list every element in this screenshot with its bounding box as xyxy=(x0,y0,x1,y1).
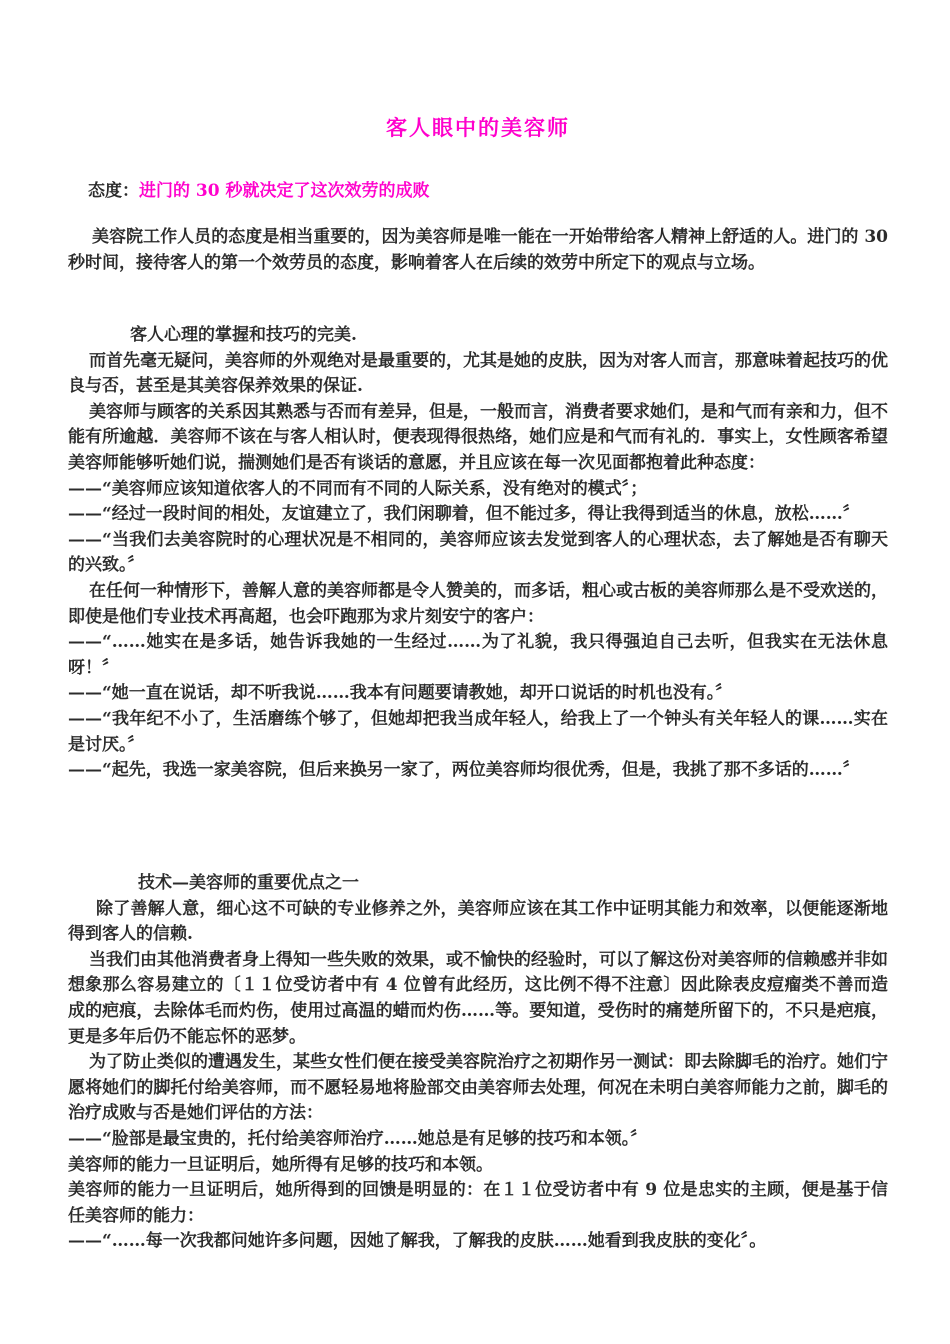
paragraph: 美容师与顾客的关系因其熟悉与否而有差异，但是，一般而言，消费者要求她们，是和气而有亲和力，但不能有所逾越．美容师不该在与客人相认时，便表现得很热络，她们应是和气而有礼的．事实上，女性顾客希望美容师能够听她们说，揣测她们是否有谈话的意愿，并且应该在每一次见面都抱着此种态度： xyxy=(68,401,888,473)
quote-line: ——“……她实在是多话，她告诉我她的一生经过……为了礼貌，我只得强迫自己去听，但我实在无法休息呀！〞 xyxy=(68,632,888,678)
intro-block xyxy=(68,225,888,276)
quote-line: ——“……每一次我都问她许多问题，因她了解我，了解我的皮肤……她看到我皮肤的变化〞。 xyxy=(68,1231,767,1252)
paragraph: 除了善解人意，细心这不可缺的专业修养之外，美容师应该在其工作中证明其能力和效率，以便能逐渐地得到客人的信赖. xyxy=(68,898,888,945)
section-heading-technique: 技术—美容师的重要优点之一 xyxy=(138,873,359,893)
quote-line: ——“她一直在说话，却不听我说……我本有问题要请教她，却开口说话的时机也没有。〞 xyxy=(68,683,733,704)
paragraph: 美容师的能力一旦证明后，她所得有足够的技巧和本领。 xyxy=(68,1154,493,1175)
attitude-label: 态度： xyxy=(88,181,139,201)
quote-line: ——“我年纪不小了，生活磨练个够了，但她却把我当成年轻人，给我上了一个钟头有关年轻人的课……实在是讨厌。〞 xyxy=(68,708,888,755)
paragraph: 美容师的能力一旦证明后，她所得到的回馈是明显的：在１１位受访者中有 9 位是忠实的主顾，便是基于信任美容师的能力： xyxy=(68,1180,888,1226)
attitude-value: 进门的 30 秒就决定了这次效劳的成败 xyxy=(139,181,430,201)
paragraph: 为了防止类似的遭遇发生，某些女性们便在接受美容院治疗之初期作另一测试：即去除脚毛的治疗。她们宁愿将她们的脚托付给美容师，而不愿轻易地将脸部交由美容师去处理，何况在未明白美容师能力之前，脚毛的治疗成败与否是她们评估的方法： xyxy=(68,1052,888,1124)
intro-paragraph: 美容院工作人员的态度是相当重要的，因为美容师是唯一能在一开始带给客人精神上舒适的人。进门的 30 秒时间，接待客人的第一个效劳员的态度，影响着客人在后续的效劳中所定下的观点与立场。 xyxy=(68,227,888,273)
attitude-line xyxy=(88,176,430,201)
document-title: 客人眼中的美容师 xyxy=(386,115,570,140)
quote-line: ——“脸部是最宝贵的，托付给美容师治疗……她总是有足够的技巧和本领。〞 xyxy=(68,1128,648,1149)
paragraph: 在任何一种情形下，善解人意的美容师都是令人赞美的，而多话，粗心或古板的美容师那么是不受欢送的，即使是他们专业技术再高超，也会吓跑那为求片刻安宁的客户： xyxy=(68,580,888,627)
quote-line: ——“经过一段时间的相处，友谊建立了，我们闲聊着，但不能过多，得让我得到适当的休息，放松……〞 xyxy=(68,504,860,525)
paragraph: 当我们由其他消费者身上得知一些失败的效果，或不愉快的经验时，可以了解这份对美容师的信赖感并非如想象那么容易建立的〔１１位受访者中有 4 位曾有此经历，这比例不得不注意〕因此除表皮痘瘤类不善而造成的疤痕，去除体毛而灼伤，使用过高温的蜡而灼伤……等。要知道，受伤时的痛楚所留下的，不只是疤痕，更是多年后仍不能忘怀的恶梦。 xyxy=(68,949,888,1047)
section-heading-psychology: 客人心理的掌握和技巧的完美. xyxy=(130,325,357,345)
quote-line: ——“当我们去美容院时的心理状况是不相同的，美容师应该去发觉到客人的心理状态，去了解她是否有聊天的兴致。〞 xyxy=(68,529,888,576)
quote-line: ——“起先，我选一家美容院，但后来换另一家了，两位美容师均很优秀，但是，我挑了那不多话的……〞 xyxy=(68,760,860,781)
section-psychology xyxy=(68,323,888,784)
quote-line: ——“美容师应该知道依客人的不同而有不同的人际关系，没有绝对的模式〞； xyxy=(68,478,648,499)
paragraph: 而首先毫无疑问，美容师的外观绝对是最重要的，尤其是她的皮肤，因为对客人而言，那意味着起技巧的优良与否，甚至是其美容保养效果的保证. xyxy=(68,350,888,397)
section-technique xyxy=(68,871,888,1255)
